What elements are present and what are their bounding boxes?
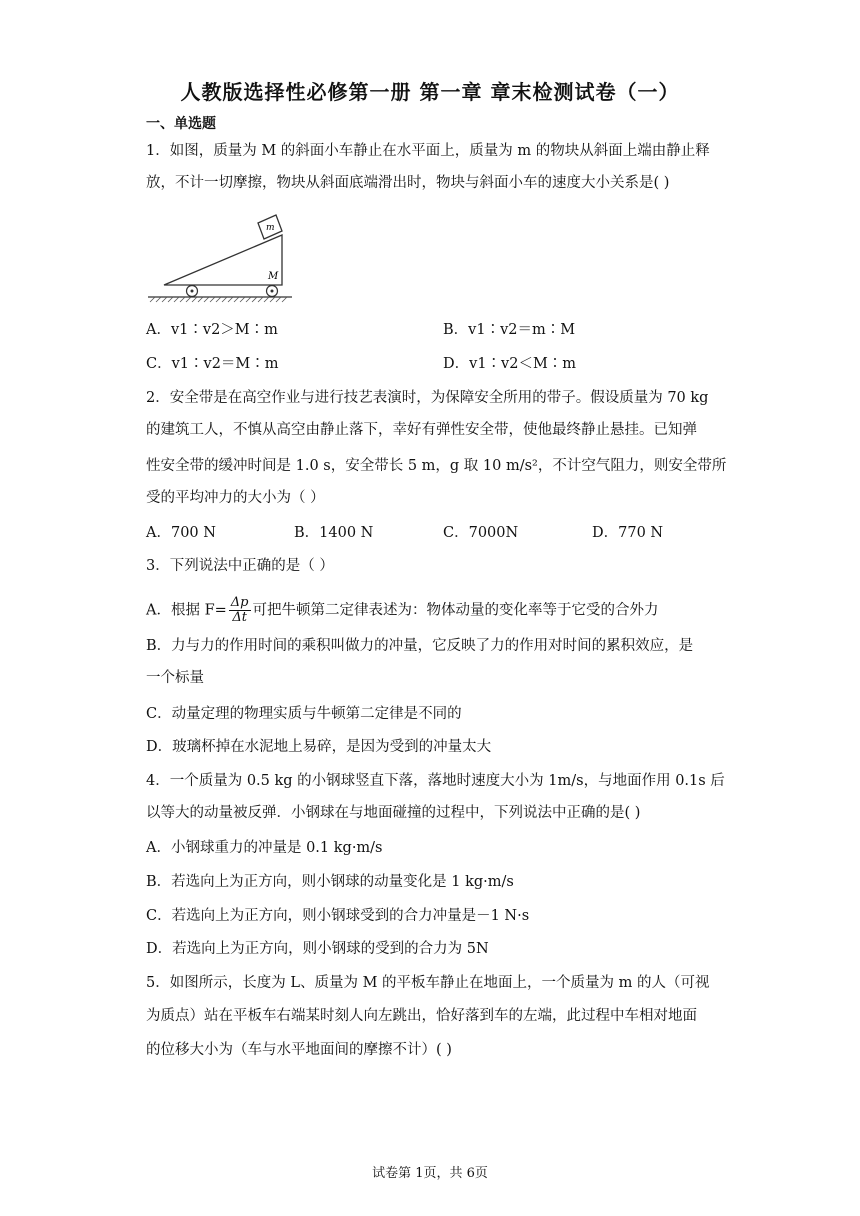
q4-option-d: D．若选向上为正方向，则小钢球的受到的合力为 5N (146, 941, 489, 957)
q1-stem-line-2: 放，不计一切摩擦，物块从斜面底端滑出时，物块与斜面小车的速度大小关系是( ) (146, 175, 670, 191)
q1-incline-cart-figure (146, 205, 296, 309)
incline-wedge (164, 235, 282, 285)
q1-stem-line-1: 1．如图，质量为 M 的斜面小车静止在水平面上，质量为 m 的物块从斜面上端由静止释 (146, 143, 710, 159)
incline-diagram (146, 205, 296, 305)
q1-option-b: B．v1∶v2＝m∶M (443, 322, 576, 338)
q5-stem-line-1: 5．如图所示，长度为 L、质量为 M 的平板车静止在地面上，一个质量为 m 的人（可视 (146, 975, 710, 991)
q2-stem-line-2: 的建筑工人，不慎从高空由静止落下，幸好有弹性安全带，使他最终静止悬挂。已知弹 (146, 422, 697, 438)
q2-option-b: B．1400 N (294, 525, 374, 541)
q3-option-a (146, 596, 659, 625)
q3-option-b-line-1: B．力与力的作用时间的乘积叫做力的冲量，它反映了力的作用对时间的累积效应，是 (146, 638, 694, 654)
q2-stem-line-3: 性安全带的缓冲时间是 1.0 s，安全带长 5 m，g 取 10 m/s²，不计空气阻力，则安全带所 (146, 458, 727, 474)
page-title: 人教版选择性必修第一册 第一章 章末检测试卷（一） (180, 80, 680, 104)
fraction-denominator: Δt (232, 610, 247, 625)
q3-option-b-line-2: 一个标量 (146, 670, 204, 686)
momentum-fraction (229, 596, 251, 625)
q3-option-d: D．玻璃杯掉在水泥地上易碎，是因为受到的冲量太大 (146, 739, 492, 755)
q2-option-d: D．770 N (592, 525, 664, 541)
fraction-numerator: Δp (230, 595, 249, 610)
q5-stem-line-2: 为质点）站在平板车右端某时刻人向左跳出，恰好落到车的左端，此过程中车相对地面 (146, 1008, 697, 1024)
q2-option-a: A．700 N (146, 525, 216, 541)
q2-option-c: C．7000N (443, 525, 519, 541)
q4-stem-line-1: 4．一个质量为 0.5 kg 的小钢球竖直下落，落地时速度大小为 1m/s，与地面作用 0.1s 后 (146, 773, 725, 789)
q3-option-a-prefix: A．根据 F= (146, 602, 227, 619)
page-footer: 试卷第 1页，共 6页 (372, 1166, 488, 1181)
q4-stem-line-2: 以等大的动量被反弹．小钢球在与地面碰撞的过程中，下列说法中正确的是( ) (146, 805, 641, 821)
q2-stem-line-1: 2．安全带是在高空作业与进行技艺表演时，为保障安全所用的带子。假设质量为 70 kg (146, 390, 709, 406)
section-heading: 一、单选题 (146, 116, 216, 132)
q4-option-c: C．若选向上为正方向，则小钢球受到的合力冲量是－1 N·s (146, 908, 530, 924)
q3-stem: 3．下列说法中正确的是（ ） (146, 558, 334, 574)
block-label: m (266, 223, 275, 233)
q2-stem-line-4: 受的平均冲力的大小为（ ） (146, 490, 325, 506)
q1-option-d: D．v1∶v2＜M∶m (443, 356, 577, 372)
q5-stem-line-3: 的位移大小为（车与水平地面间的摩擦不计）( ) (146, 1042, 452, 1058)
q1-option-a: A．v1∶v2＞M∶m (146, 322, 278, 338)
q1-option-c: C．v1∶v2＝M∶m (146, 356, 279, 372)
q4-option-a: A．小钢球重力的冲量是 0.1 kg·m/s (146, 840, 383, 856)
cart-label: M (268, 271, 279, 282)
q3-option-a-text: 可把牛顿第二定律表述为：物体动量的变化率等于它受的合外力 (252, 602, 659, 619)
ground-hatch (150, 297, 287, 302)
q3-option-c: C．动量定理的物理实质与牛顿第二定律是不同的 (146, 706, 462, 722)
q4-option-b: B．若选向上为正方向，则小钢球的动量变化是 1 kg·m/s (146, 874, 514, 890)
